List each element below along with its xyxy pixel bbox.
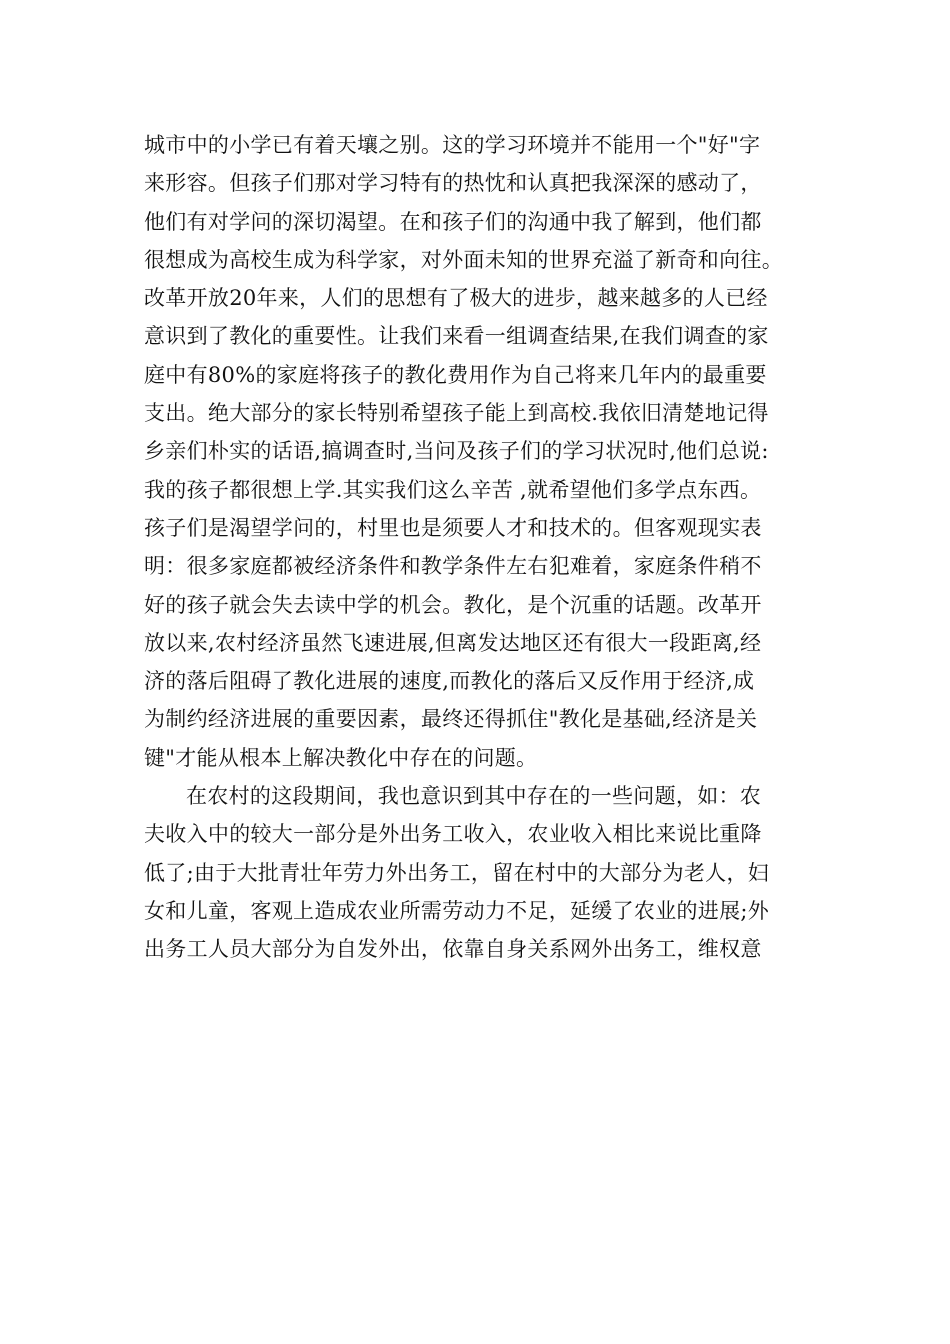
text-line: 女和儿童，客观上造成农业所需劳动力不足，延缓了农业的进展;外	[144, 898, 770, 923]
text-line: 他们有对学问的深切渴望。在和孩子们的沟通中我了解到，他们都	[144, 209, 762, 234]
text-line: 夫收入中的较大一部分是外出务工收入，农业收入相比来说比重降	[144, 822, 762, 847]
text-line: 为制约经济进展的重要因素，最终还得抓住"教化是基础,经济是关	[144, 707, 758, 732]
text-line: 乡亲们朴实的话语,搞调查时,当问及孩子们的学习状况时,他们总说:	[144, 439, 769, 464]
text-line: 济的落后阻碍了教化进展的速度,而教化的落后又反作用于经济,成	[144, 669, 755, 694]
text-line: 很想成为高校生成为科学家，对外面未知的世界充溢了新奇和向往。	[144, 247, 783, 272]
text-line: 好的孩子就会失去读中学的机会。教化，是个沉重的话题。改革开	[144, 592, 762, 617]
text-line: 明：很多家庭都被经济条件和教学条件左右犯难着，家庭条件稍不	[144, 554, 762, 579]
text-line: 改革开放20年来，人们的思想有了极大的进步，越来越多的人已经	[144, 286, 768, 311]
text-line: 出务工人员大部分为自发外出，依靠自身关系网外出务工，维权意	[144, 937, 762, 962]
text-line: 意识到了教化的重要性。让我们来看一组调查结果,在我们调查的家	[144, 324, 769, 349]
text-line: 放以来,农村经济虽然飞速进展,但离发达地区还有很大一段距离,经	[144, 630, 762, 655]
text-line: 支出。绝大部分的家长特别希望孩子能上到高校.我依旧清楚地记得	[144, 401, 769, 426]
body-text	[144, 126, 814, 969]
text-line: 城市中的小学已有着天壤之别。这的学习环境并不能用一个"好"字	[144, 133, 761, 157]
text-line: 孩子们是渴望学问的，村里也是须要人才和技术的。但客观现实表	[144, 515, 762, 540]
text-line: 我的孩子都很想上学.其实我们这么辛苦 ,就希望他们多学点东西。	[144, 477, 762, 502]
text-line: 低了;由于大批青壮年劳力外出务工，留在村中的大部分为老人，妇	[144, 860, 770, 885]
text-line: 键"才能从根本上解决教化中存在的问题。	[144, 745, 538, 770]
paragraph-start-line: 在农村的这段期间，我也意识到其中存在的一些问题，如：农	[186, 784, 762, 809]
text-line: 来形容。但孩子们那对学习特有的热忱和认真把我深深的感动了，	[144, 171, 762, 196]
text-line: 庭中有80%的家庭将孩子的教化费用作为自己将来几年内的最重要	[144, 362, 767, 387]
